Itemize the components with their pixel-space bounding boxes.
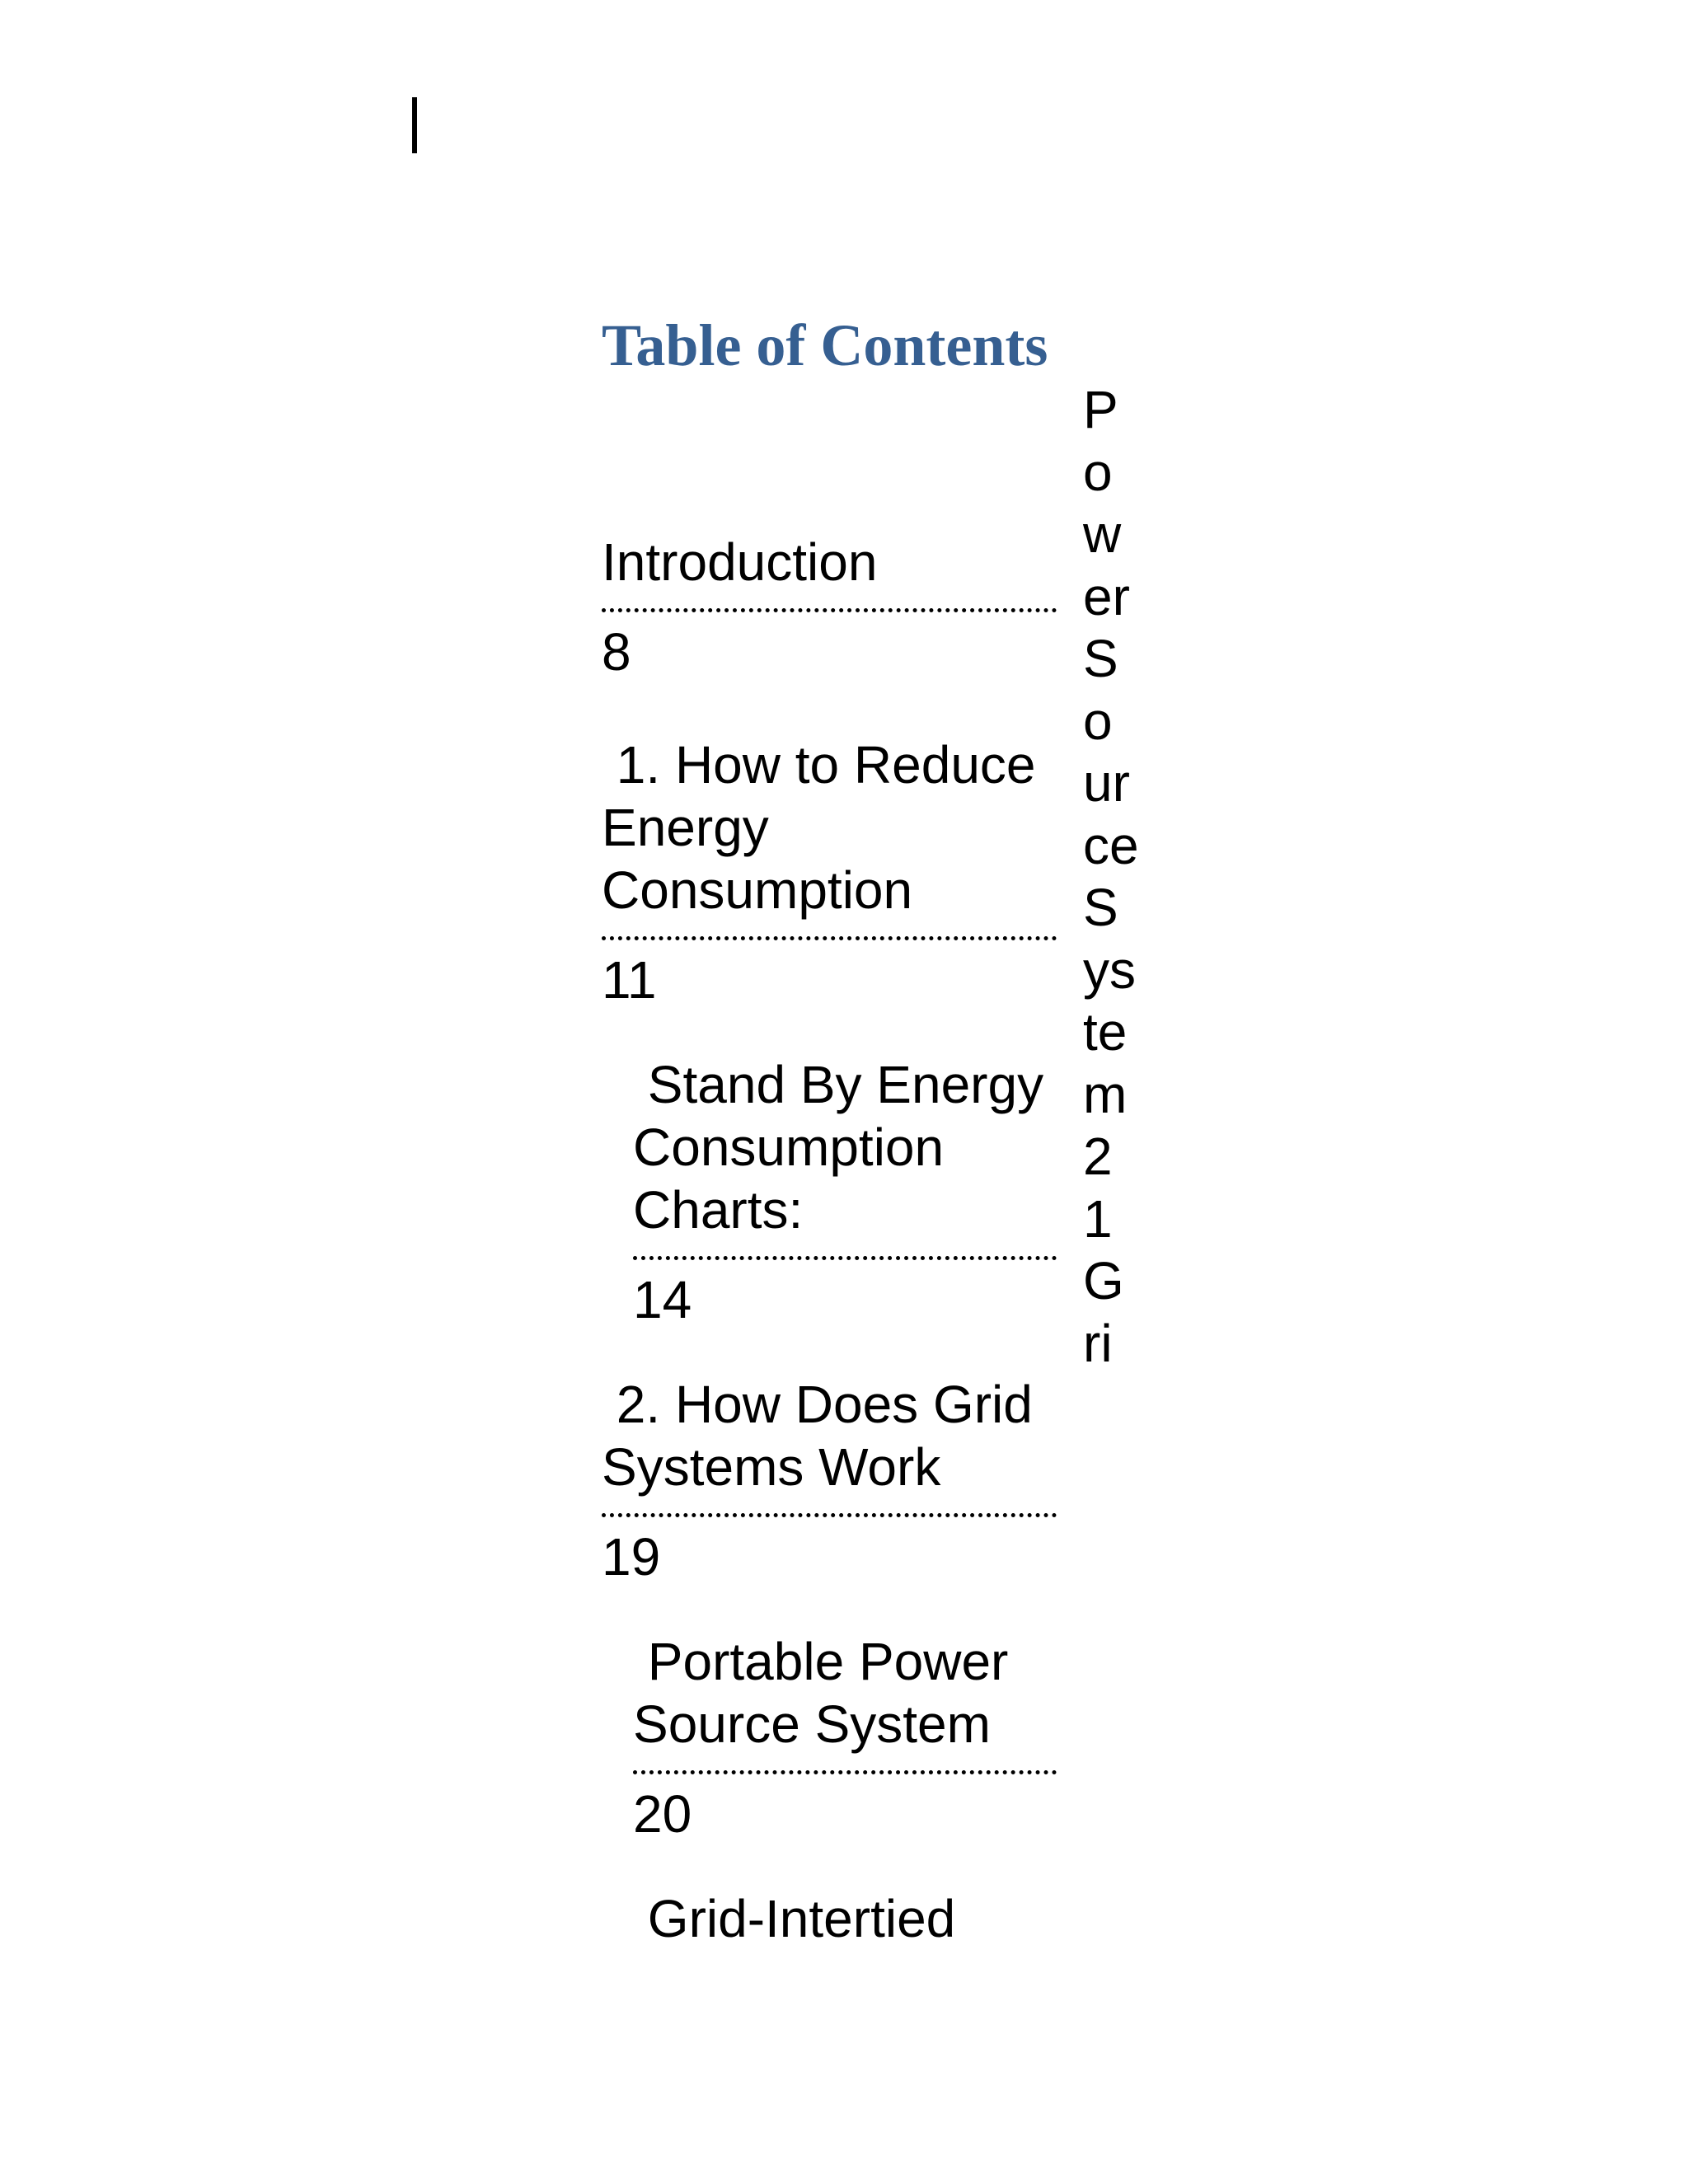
toc-entry-portable-power[interactable]: [633, 1630, 1057, 1845]
toc-entry-page-number: 20: [633, 1784, 692, 1844]
toc-entry-grid-intertied[interactable]: [633, 1887, 1057, 1950]
toc-title: Table of Contents: [602, 312, 1048, 378]
dot-leader: [602, 1513, 1057, 1517]
toc-entry-page-number: 19: [602, 1527, 661, 1586]
toc-entry-label: Grid-Intertied: [633, 1889, 956, 1948]
toc-entry-standby-charts[interactable]: [633, 1053, 1057, 1331]
dot-leader: [602, 608, 1057, 612]
toc-entry-page-number: 14: [633, 1270, 692, 1329]
text-cursor: [412, 97, 417, 153]
toc-entry-page-number: 8: [602, 622, 631, 682]
toc-entry-reduce-energy[interactable]: [602, 733, 1057, 1011]
toc-entry-page-number: 11: [602, 950, 657, 1010]
toc-entry-label: Stand By Energy Consumption Charts:: [633, 1055, 1058, 1240]
toc-overflow-column: Power Source System 21 Gri: [1083, 380, 1154, 1373]
toc-entry-label: Portable Power Source System: [633, 1632, 1024, 1754]
toc-entry-introduction[interactable]: [602, 531, 1057, 683]
toc-entry-label: 1. How to Reduce Energy Consumption: [602, 735, 1051, 920]
dot-leader: [633, 1256, 1057, 1260]
dot-leader: [602, 936, 1057, 940]
toc-entry-label: Introduction: [602, 532, 878, 592]
dot-leader: [633, 1770, 1057, 1774]
toc-entry-grid-systems[interactable]: [602, 1373, 1057, 1588]
toc-entry-label: 2. How Does Grid Systems Work: [602, 1375, 1048, 1497]
